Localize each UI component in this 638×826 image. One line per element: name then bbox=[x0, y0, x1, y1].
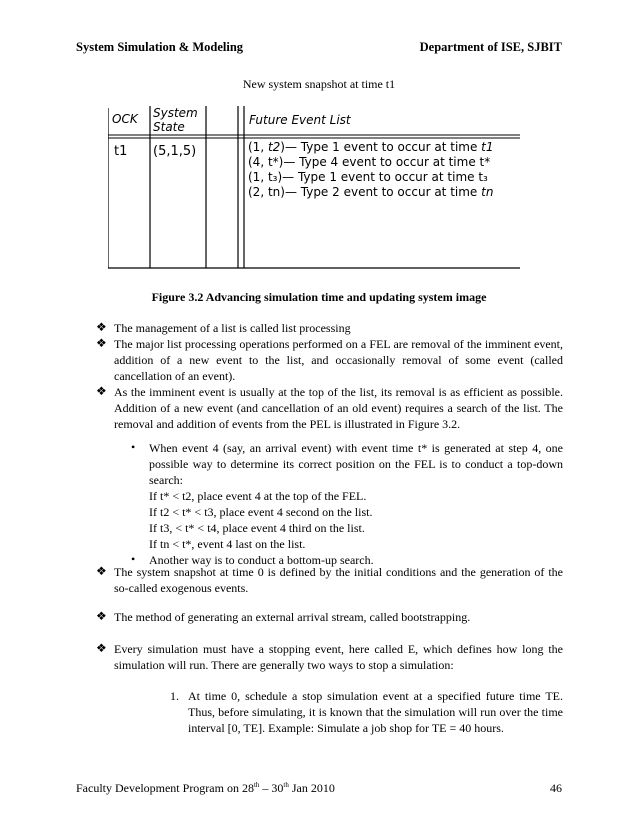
page-number: 46 bbox=[550, 781, 562, 795]
bullet-item: The system snapshot at time 0 is defined by the initial conditions and the generation of the so-called exogenous events. bbox=[114, 565, 563, 595]
dot-bullet-icon: • bbox=[131, 552, 136, 566]
col-clock-header: OCK bbox=[112, 112, 138, 126]
diamond-bullet-icon: ❖ bbox=[96, 320, 107, 334]
header-right: Department of ISE, SJBIT bbox=[419, 40, 562, 54]
sub-line: If t2 < t* < t3, place event 4 second on the list. bbox=[149, 505, 373, 519]
diamond-bullet-icon: ❖ bbox=[96, 609, 107, 623]
sub-line: If t3, < t* < t4, place event 4 third on the list. bbox=[149, 521, 365, 535]
fel-entry-4: (2, tn)— Type 2 event to occur at time tn bbox=[248, 185, 494, 199]
row-clock: t1 bbox=[114, 144, 128, 159]
sub-bullet-item: When event 4 (say, an arrival event) with event time t* is generated at step 4, one possible way to determine its correct position on the FEL is to conduct a top-down search: bbox=[149, 441, 563, 487]
fel-entry-3: (1, t₃)— Type 1 event to occur at time t₃ bbox=[248, 170, 488, 184]
figure-caption: Figure 3.2 Advancing simulation time and updating system image bbox=[151, 290, 487, 304]
sub-line: If t* < t2, place event 4 at the top of the FEL. bbox=[149, 489, 367, 503]
list-number: 1. bbox=[170, 689, 179, 703]
bullet-item: The management of a list is called list processing bbox=[114, 321, 351, 335]
dot-bullet-icon: • bbox=[131, 440, 136, 454]
bullet-item: The major list processing operations performed on a FEL are removal of the imminent event, addition of a new event to the list, and occasionally removal of some event (called cancellation of an event). bbox=[114, 337, 563, 383]
row-state: (5,1,5) bbox=[153, 144, 197, 159]
bullet-item: The method of generating an external arrival stream, called bootstrapping. bbox=[114, 610, 471, 624]
bullet-item: Every simulation must have a stopping event, here called E, which defines how long the simulation will run. There are generally two ways to stop a simulation: bbox=[114, 642, 563, 672]
diamond-bullet-icon: ❖ bbox=[96, 564, 107, 578]
bullet-item: As the imminent event is usually at the top of the list, its removal is as efficient as possible. Addition of a new event (and cancellation of an old event) requires a search of the list. The removal and addition of events from the PEL is illustrated in Figure 3.2. bbox=[114, 385, 563, 431]
fel-entry-1: (1, t2)— Type 1 event to occur at time t1 bbox=[248, 140, 494, 154]
col-state-header-1: System bbox=[153, 106, 198, 120]
snapshot-title: New system snapshot at time t1 bbox=[242, 77, 396, 91]
diamond-bullet-icon: ❖ bbox=[96, 336, 107, 350]
sub-line: If tn < t*, event 4 last on the list. bbox=[149, 537, 306, 551]
diamond-bullet-icon: ❖ bbox=[96, 384, 107, 398]
fel-entry-2: (4, t*)— Type 4 event to occur at time t* bbox=[248, 155, 491, 169]
header-left: System Simulation & Modeling bbox=[76, 40, 244, 54]
col-fel-header: Future Event List bbox=[249, 113, 351, 127]
numbered-item: At time 0, schedule a stop simulation event at a specified future time TE. Thus, before simulating, it is known that the simulation will run over the time interval [0, TE]. Example: Simulate a job shop for TE = 40 hours. bbox=[188, 689, 563, 735]
snapshot-table bbox=[108, 104, 520, 270]
sub-bullet-item: Another way is to conduct a bottom-up search. bbox=[149, 553, 374, 567]
diamond-bullet-icon: ❖ bbox=[96, 641, 107, 655]
col-state-header-2: State bbox=[153, 120, 185, 134]
footer-text: Faculty Development Program on 28th – 30th Jan 2010 bbox=[76, 781, 335, 795]
